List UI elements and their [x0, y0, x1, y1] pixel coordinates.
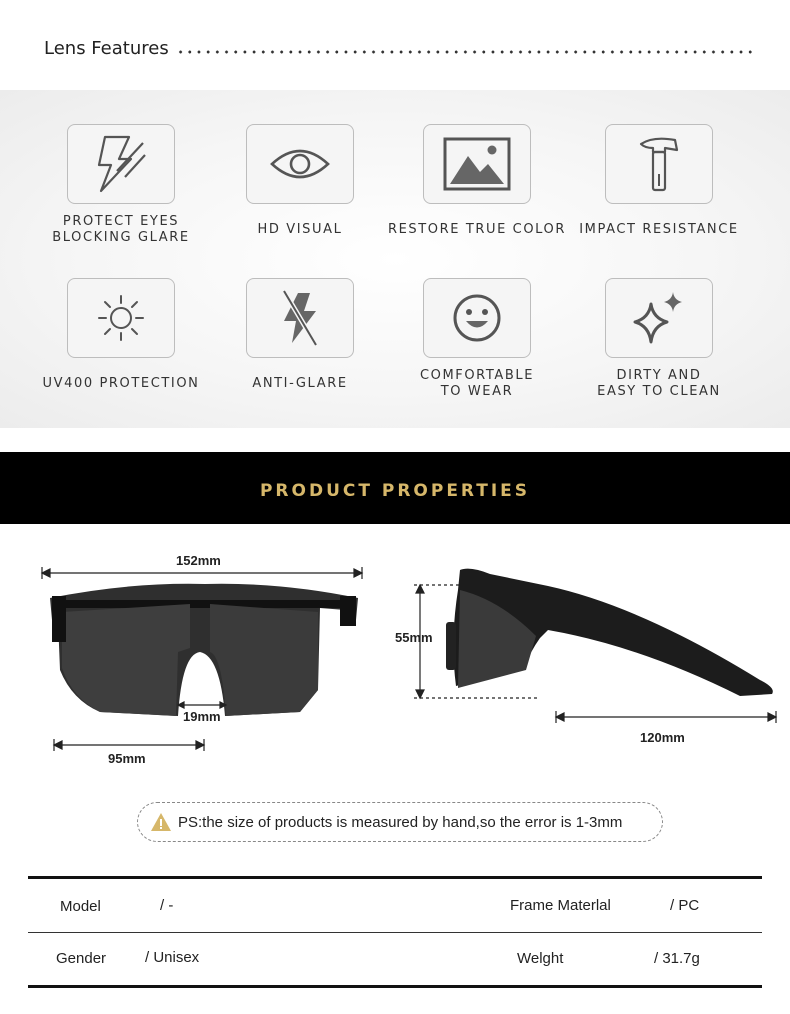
spec-weight-label: Welght: [517, 950, 564, 967]
feature-comfortable: [387, 278, 567, 400]
eye-icon: [246, 124, 354, 204]
dotted-divider: [176, 50, 754, 54]
spec-gender-value: / Unisex: [145, 949, 200, 966]
feature-label: RESTORE TRUE COLOR: [387, 222, 567, 237]
feature-label: DIRTY AND EASY TO CLEAN: [597, 368, 721, 399]
dimension-bridge: 19mm: [183, 709, 221, 724]
feature-impact: [569, 124, 749, 238]
feature-label: IMPACT RESISTANCE: [579, 222, 739, 237]
features-panel: [0, 90, 790, 428]
image-icon: [423, 124, 531, 204]
spec-model-value: / -: [160, 897, 174, 914]
dimension-height: 55mm: [395, 630, 433, 645]
feature-protect-eyes: [31, 124, 211, 246]
feature-label: HD VISUAL: [257, 222, 343, 237]
dimension-lens-width: 95mm: [108, 751, 146, 766]
dimension-temple: 120mm: [640, 730, 685, 745]
feature-label: COMFORTABLE TO WEAR: [419, 368, 535, 399]
measurement-note: [137, 802, 663, 842]
spec-gender-label: Gender: [56, 950, 107, 967]
spec-table-top-border: [28, 876, 762, 879]
warning-icon: [150, 812, 172, 832]
spec-table-divider: [28, 932, 762, 933]
product-properties-band: [0, 452, 790, 524]
lens-features-title: Lens Features: [44, 38, 169, 59]
lightning-icon: [67, 124, 175, 204]
dimension-total-width: 152mm: [176, 553, 221, 568]
sun-icon: [67, 278, 175, 358]
measurement-note-text: PS:the size of products is measured by hand,so the error is 1-3mm: [178, 814, 623, 831]
lens-features-header: [0, 0, 790, 90]
spec-weight-value: / 31.7g: [654, 950, 700, 967]
sparkle-icon: [605, 278, 713, 358]
feature-uv400: [31, 278, 211, 392]
feature-label: UV400 PROTECTION: [42, 376, 200, 391]
feature-easy-clean: [569, 278, 749, 400]
hammer-icon: [605, 124, 713, 204]
feature-true-color: [387, 124, 567, 238]
feature-label: ANTI-GLARE: [252, 376, 348, 391]
no-lightning-icon: [246, 278, 354, 358]
spec-frame-value: / PC: [670, 897, 700, 914]
product-properties-title: PRODUCT PROPERTIES: [259, 481, 531, 501]
spec-model-label: Model: [60, 898, 101, 915]
spec-table-bottom-border: [28, 985, 762, 988]
feature-anti-glare: [210, 278, 390, 392]
spec-frame-label: Frame Materlal: [510, 897, 611, 914]
smile-icon: [423, 278, 531, 358]
feature-label: PROTECT EYES BLOCKING GLARE: [52, 214, 190, 245]
feature-hd-visual: [210, 124, 390, 238]
